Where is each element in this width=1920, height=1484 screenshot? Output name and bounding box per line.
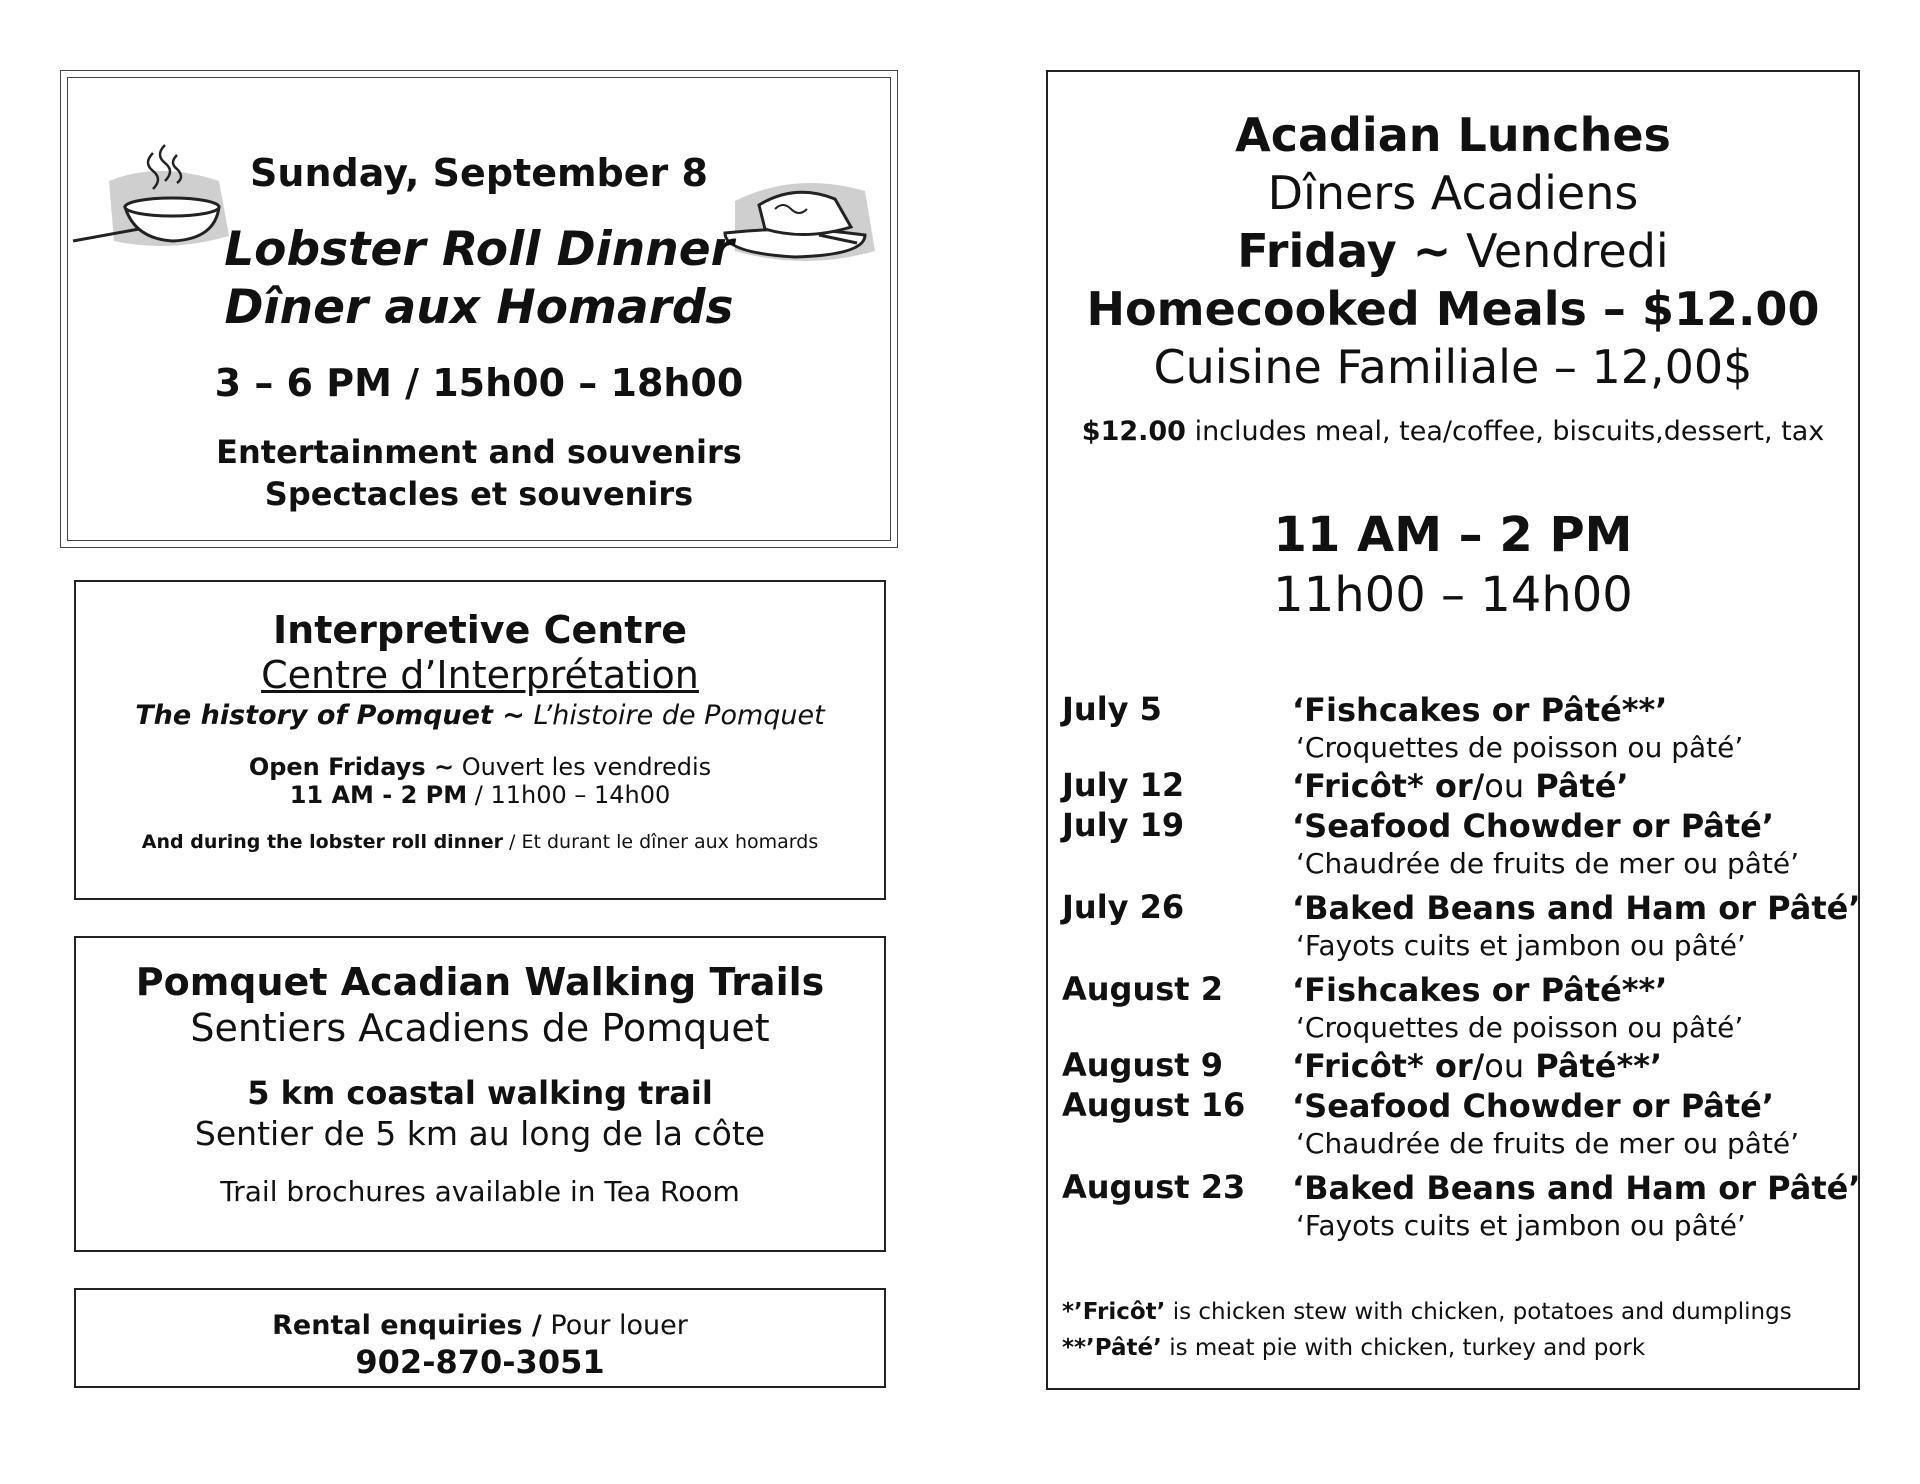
footnote-fricot-label: *’Fricôt’	[1062, 1299, 1166, 1325]
schedule-menu-a: ‘Fricôt* or/	[1292, 1047, 1485, 1085]
schedule-row	[1062, 1086, 1852, 1162]
schedule-date: July 26	[1062, 888, 1185, 926]
interp-during-en: And during the lobster roll dinner	[141, 831, 503, 853]
schedule-menu	[1292, 766, 1852, 806]
schedule-menu-fr: ‘Croquettes de poisson ou pâté’	[1296, 1011, 1744, 1044]
schedule-menu	[1292, 1046, 1852, 1086]
lunches-time-fr: 11h00 – 14h00	[1273, 567, 1633, 623]
schedule-date: August 16	[1062, 1086, 1246, 1124]
interp-hours-en: 11 AM - 2 PM	[289, 781, 468, 809]
lunches-title-en: Acadian Lunches	[1235, 108, 1671, 162]
walking-trails-box	[74, 936, 886, 1252]
schedule-row	[1062, 888, 1861, 964]
schedule-menu-fr: ‘Fayots cuits et jambon ou pâté’	[1296, 1209, 1746, 1242]
schedule-row	[1062, 690, 1852, 766]
lobster-dinner-box	[60, 70, 898, 548]
schedule-row	[1062, 766, 1852, 806]
lunches-title-fr: Dîners Acadiens	[1267, 166, 1639, 220]
interp-during-fr: / Et durant le dîner aux homards	[503, 831, 819, 853]
interp-open-fr: Ouvert les vendredis	[454, 753, 712, 781]
trails-title-fr: Sentiers Acadiens de Pomquet	[190, 1006, 770, 1050]
trails-title-en: Pomquet Acadian Walking Trails	[135, 960, 825, 1004]
footnote-pate-text: is meat pie with chicken, turkey and pork	[1161, 1335, 1646, 1361]
schedule-menu-ou: ou	[1484, 1047, 1525, 1085]
schedule-menu-b: Pâté**’	[1524, 1047, 1663, 1085]
footnote-fricot-text: is chicken stew with chicken, potatoes and dumplings	[1165, 1299, 1792, 1325]
trails-trail-fr: Sentier de 5 km au long de la côte	[194, 1114, 766, 1153]
footnote-pate-label: **’Pâté’	[1062, 1335, 1162, 1361]
schedule-menu: ‘Baked Beans and Ham or Pâté’	[1292, 889, 1861, 927]
acadian-lunches-box	[1046, 70, 1860, 1390]
schedule-date: July 12	[1062, 766, 1185, 804]
lunches-day-fr: Vendredi	[1451, 224, 1669, 278]
lunches-meals-fr: Cuisine Familiale – 12,00$	[1153, 340, 1753, 394]
interp-hours	[76, 781, 884, 809]
interp-history	[76, 700, 884, 731]
interp-history-fr: L’histoire de Pomquet	[524, 700, 825, 731]
interp-open	[76, 753, 884, 781]
schedule-menu-fr: ‘Croquettes de poisson ou pâté’	[1296, 731, 1744, 764]
schedule-menu: ‘Seafood Chowder or Pâté’	[1292, 1087, 1775, 1125]
lobster-title	[61, 221, 897, 337]
schedule-menu-a: ‘Fricôt* or/	[1292, 767, 1485, 805]
interp-open-en: Open Fridays ~	[248, 753, 455, 781]
schedule-menu: ‘Seafood Chowder or Pâté’	[1292, 807, 1775, 845]
lobster-ent-en: Entertainment and souvenirs	[216, 433, 742, 471]
schedule-row	[1062, 1046, 1852, 1086]
rental-phone: 902-870-3051	[355, 1343, 605, 1381]
lobster-time: 3 – 6 PM / 15h00 – 18h00	[214, 361, 744, 405]
lunches-day	[1048, 224, 1858, 278]
schedule-row	[1062, 1168, 1861, 1244]
lunch-schedule	[1062, 690, 1861, 1244]
schedule-date: August 23	[1062, 1168, 1246, 1206]
rental-box	[74, 1288, 886, 1388]
interp-during	[76, 831, 884, 853]
schedule-row	[1062, 806, 1852, 882]
schedule-menu-b: Pâté’	[1524, 767, 1629, 805]
lunches-includes-text: includes meal, tea/coffee, biscuits,dessert, tax	[1185, 416, 1825, 447]
schedule-menu: ‘Baked Beans and Ham or Pâté’	[1292, 1169, 1861, 1207]
lunches-time-en: 11 AM – 2 PM	[1273, 507, 1633, 563]
lunches-day-en: Friday ~	[1237, 224, 1452, 278]
schedule-menu-fr: ‘Chaudrée de fruits de mer ou pâté’	[1296, 1127, 1800, 1160]
schedule-menu-ou: ou	[1484, 767, 1525, 805]
interpretive-centre-box	[74, 580, 886, 900]
schedule-menu: ‘Fishcakes or Pâté**’	[1292, 691, 1668, 729]
interp-title-fr: Centre d’Interprétation	[261, 653, 699, 697]
footnote-pate	[1062, 1330, 1792, 1366]
schedule-menu-fr: ‘Chaudrée de fruits de mer ou pâté’	[1296, 847, 1800, 880]
interp-history-en: The history of Pomquet ~	[135, 700, 525, 731]
rental-label	[76, 1310, 884, 1341]
schedule-date: July 19	[1062, 806, 1185, 844]
interp-title-en: Interpretive Centre	[273, 608, 687, 652]
schedule-date: July 5	[1062, 690, 1162, 728]
schedule-date: August 2	[1062, 970, 1223, 1008]
lobster-date: Sunday, September 8	[250, 151, 708, 195]
footnotes	[1062, 1294, 1792, 1366]
lobster-entertainment	[61, 431, 897, 515]
lobster-ent-fr: Spectacles et souvenirs	[264, 475, 694, 513]
rental-label-en: Rental enquiries /	[272, 1310, 542, 1341]
trails-brochures: Trail brochures available in Tea Room	[220, 1175, 740, 1208]
lobster-title-en: Lobster Roll Dinner	[224, 222, 734, 277]
trails-trail-en: 5 km coastal walking trail	[247, 1074, 713, 1112]
lunches-includes	[1048, 416, 1858, 447]
lunches-price: $12.00	[1081, 416, 1186, 447]
footnote-fricot	[1062, 1294, 1792, 1330]
rental-label-fr: Pour louer	[541, 1310, 688, 1341]
lunches-meals-en: Homecooked Meals – $12.00	[1086, 282, 1820, 336]
schedule-menu: ‘Fishcakes or Pâté**’	[1292, 971, 1668, 1009]
schedule-menu-fr: ‘Fayots cuits et jambon ou pâté’	[1296, 929, 1746, 962]
interp-hours-fr: / 11h00 – 14h00	[467, 781, 671, 809]
schedule-date: August 9	[1062, 1046, 1223, 1084]
lobster-title-fr: Dîner aux Homards	[224, 280, 734, 335]
schedule-row	[1062, 970, 1852, 1046]
